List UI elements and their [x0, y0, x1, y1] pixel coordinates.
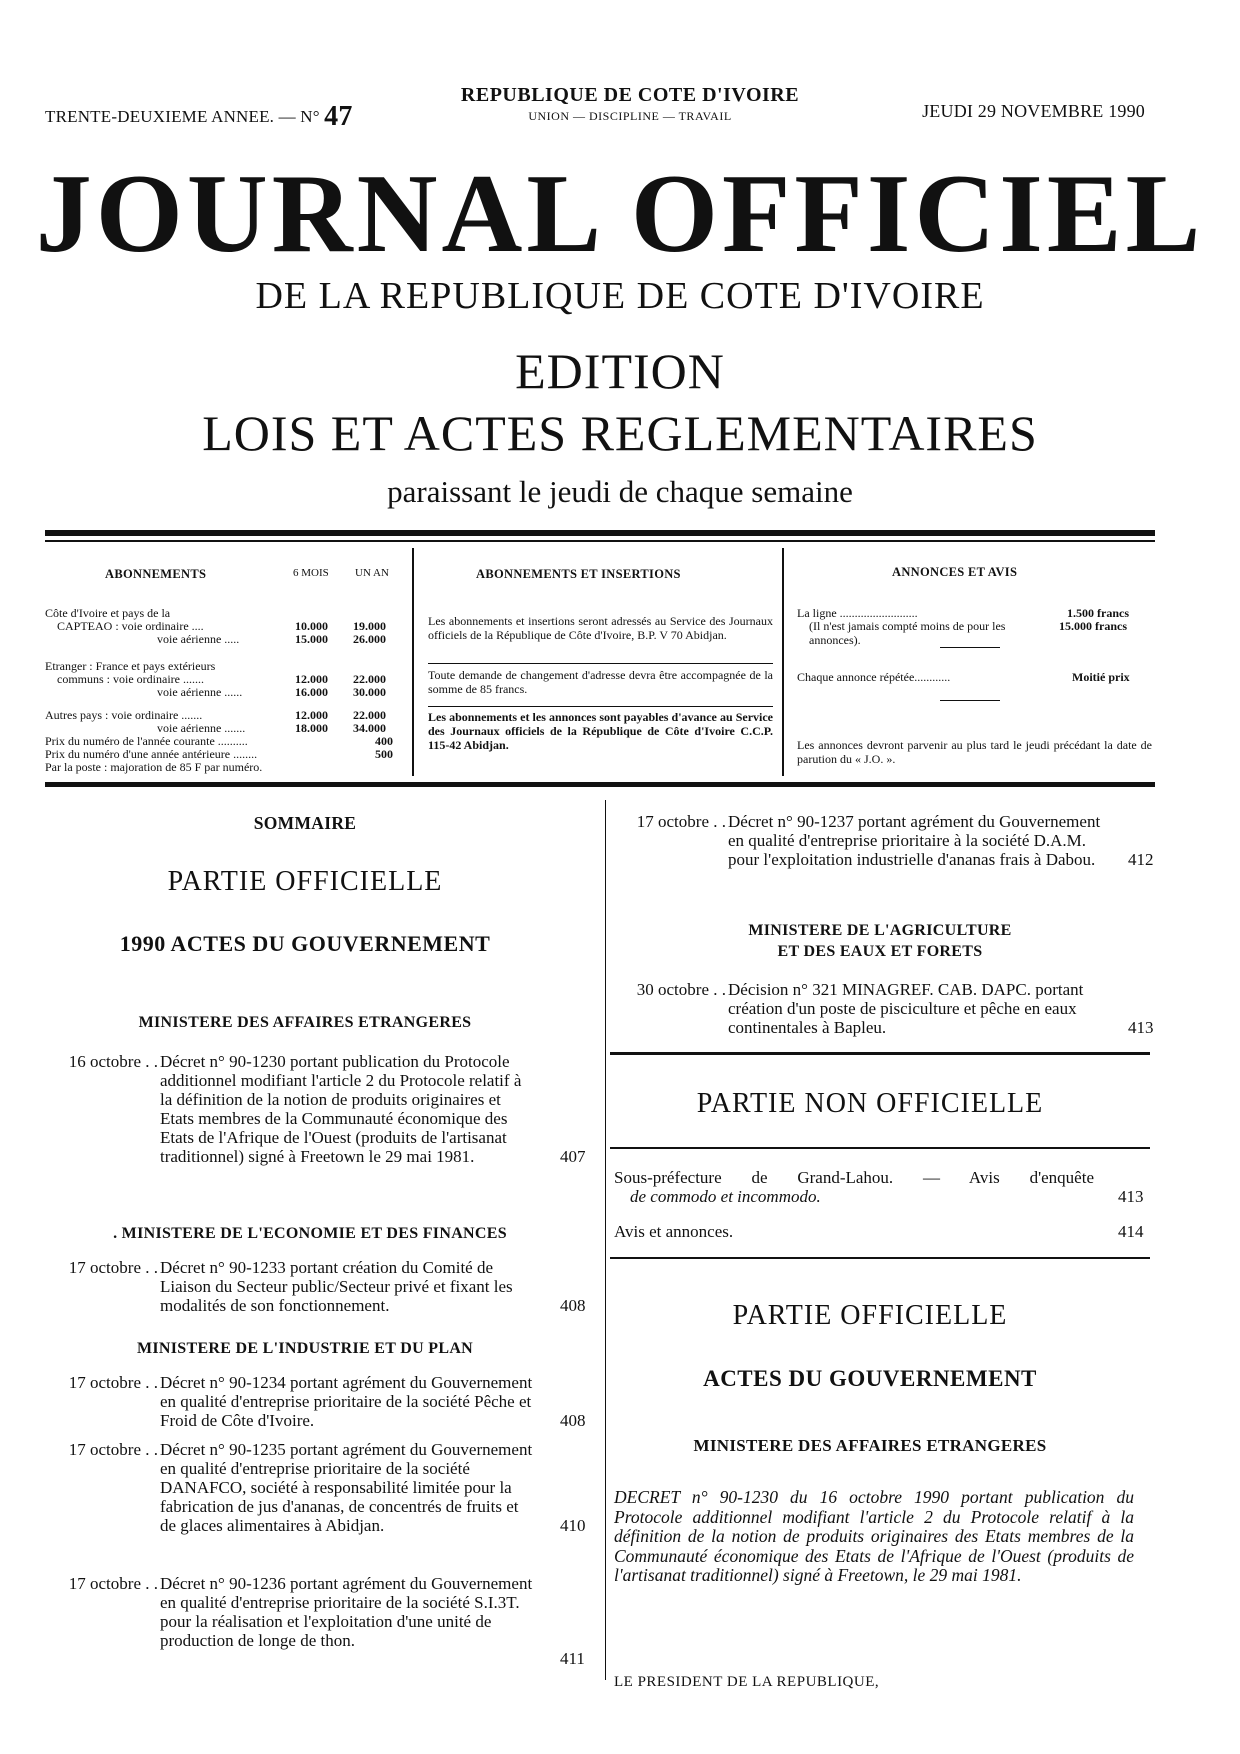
toc-entry-408b[interactable]: [68, 1373, 586, 1430]
toc-entry-page: 414: [1118, 1222, 1144, 1241]
toc-entry-italic: de commodo et incommodo.: [630, 1187, 821, 1206]
national-motto: UNION — DISCIPLINE — TRAVAIL: [528, 109, 732, 123]
box-divider-1: [412, 548, 414, 776]
insertions-address: Les abonnements et insertions seront adressés au Service des Journaux officiels de la République de Côte d'Ivoire, B.P. V 70 Abidjan.: [428, 614, 773, 642]
ci-ord-6m: 10.000: [295, 619, 328, 633]
min-industrie-heading: MINISTERE DE L'INDUSTRIE ET DU PLAN: [136, 1340, 474, 1357]
toc-entry-date: 16 octobre . .: [68, 1052, 158, 1071]
collection-title: LOIS ET ACTES REGLEMENTAIRES: [202, 405, 1038, 461]
masthead-subtitle: DE LA REPUBLIQUE DE COTE D'IVOIRE: [255, 275, 985, 317]
toc-entry-text: Sous-préfecture de Grand-Lahou. — Avis d'enquête: [614, 1168, 1094, 1187]
price-current-year-value: 400: [375, 734, 393, 748]
issue-number: 47: [324, 101, 353, 132]
col-1-year: UN AN: [355, 567, 389, 579]
ap-line2: voie aérienne .......: [157, 721, 246, 735]
postal-surcharge: Par la poste : majoration de 85 F par numéro.: [45, 760, 263, 774]
toc-entry-text: Décision n° 321 MINAGREF. CAB. DAPC. portant création d'un poste de pisciculture et pêche en eaux continentales à Bapleu.: [728, 980, 1084, 1037]
annonces-line-price: 1.500 francs: [1067, 606, 1129, 620]
toc-entry-page: 411: [560, 1649, 585, 1668]
right-rule-3: [610, 1257, 1150, 1259]
toc-entry-text: Décret n° 90-1235 portant agrément du Gouvernement en qualité d'entreprise prioritaire de la société DANAFCO, société à responsabilité limitée pour la fabrication de jus d'ananas, de concentrés de fruits et de glaces alimentaires à Abidjan.: [160, 1440, 533, 1535]
toc-entry-text: Avis et annonces.: [614, 1222, 734, 1241]
et-air-1y: 30.000: [353, 685, 386, 699]
body-partie-officielle: PARTIE OFFICIELLE: [732, 1300, 1008, 1331]
boxes-bottom-rule: [45, 782, 1155, 787]
toc-entry-date: 30 octobre . .: [636, 980, 726, 999]
price-previous-year: Prix du numéro d'une année antérieure ........: [45, 747, 258, 761]
toc-entry-date: 17 octobre . .: [68, 1258, 158, 1277]
decree-title: DECRET n° 90-1230 du 16 octobre 1990 portant publication du Protocole additionnel modifiant l'article 2 du Protocole relatif à la définition de la notion de produits originaires des Etats membres de la Communauté économique des Etats de l'Afrique de l'Ouest (produits de l'artisanat traditionnel) signé à Freetown, le 29 mai 1981.: [614, 1487, 1134, 1585]
min-agriculture-heading-2: ET DES EAUX ET FORETS: [777, 943, 983, 960]
toc-entry-page: 410: [560, 1516, 586, 1535]
body-actes-heading: ACTES DU GOUVERNEMENT: [703, 1366, 1037, 1391]
insertions-payment: Les abonnements et les annonces sont payables d'avance au Service des Journaux officiels de la République de Côte d'Ivoire C.C.P. 115-42 Abidjan.: [428, 710, 773, 752]
right-rule-1: [610, 1052, 1150, 1055]
annonces-minimum-note: (Il n'est jamais compté moins de pour les annonces).: [809, 619, 1006, 647]
toc-entry-page: 412: [1128, 850, 1154, 869]
annonces-line-label: La ligne ..........................: [797, 606, 918, 620]
annonces-dash-2: [940, 700, 1000, 701]
price-previous-year-value: 500: [375, 747, 393, 761]
president-line: LE PRESIDENT DE LA REPUBLIQUE,: [614, 1674, 880, 1690]
body-ministere-heading: MINISTERE DES AFFAIRES ETRANGERES: [693, 1436, 1047, 1455]
min-agriculture-heading-1: MINISTERE DE L'AGRICULTURE: [748, 922, 1012, 939]
toc-entry-date: 17 octobre . .: [68, 1373, 158, 1392]
et-line3: voie aérienne ......: [157, 685, 243, 699]
ci-line1: Côte d'Ivoire et pays de la: [45, 606, 171, 620]
issue-year-line: [45, 101, 353, 133]
min-affaires-heading: MINISTERE DES AFFAIRES ETRANGERES: [138, 1014, 472, 1031]
annonces-box: [797, 545, 1154, 775]
toc-entry-414[interactable]: [614, 1222, 1144, 1241]
ap-ord-6m: 12.000: [295, 708, 328, 722]
insertions-box: [428, 545, 773, 775]
toc-entry-text: Décret n° 90-1236 portant agrément du Gouvernement en qualité d'entreprise prioritaire de la société S.I.3T. pour la réalisation et l'exploitation d'une unité de production de longe de thon.: [160, 1574, 533, 1650]
top-rule-thin: [45, 540, 1155, 542]
toc-entry-text: Décret n° 90-1230 portant publication du Protocole additionnel modifiant l'article 2 du Protocole relatif à la définition de la notion de produits originaires et Etats membres de la Communauté économique des Etats de l'Afrique de l'Ouest (produits de l'artisanat traditionnel) signé à Freetown le 29 mai 1981.: [160, 1052, 522, 1166]
sommaire-actes-heading: 1990 ACTES DU GOUVERNEMENT: [119, 931, 491, 956]
annonces-repeat-price: Moitié prix: [1072, 670, 1130, 684]
insertions-title: ABONNEMENTS ET INSERTIONS: [476, 567, 681, 581]
republic-block: [430, 84, 830, 124]
subscriptions-title: ABONNEMENTS: [105, 567, 207, 581]
toc-entry-page: 408: [560, 1411, 586, 1430]
et-ord-1y: 22.000: [353, 672, 386, 686]
toc-entry-date: 17 octobre . .: [636, 812, 726, 831]
sommaire-title: SOMMAIRE: [253, 813, 357, 833]
edition-label: EDITION: [515, 343, 725, 399]
et-ord-6m: 12.000: [295, 672, 328, 686]
column-divider: [605, 800, 606, 1680]
toc-entry-page: 413: [1118, 1187, 1144, 1206]
ap-line1: Autres pays : voie ordinaire .......: [45, 708, 203, 722]
toc-entry-text: Décret n° 90-1234 portant agrément du Gouvernement en qualité d'entreprise prioritaire de la société Pêche et Froid de Côte d'Ivoire.: [160, 1373, 533, 1430]
ci-line3: voie aérienne .....: [157, 632, 240, 646]
ap-air-1y: 34.000: [353, 721, 386, 735]
top-rule-thick: [45, 530, 1155, 536]
publication-frequency: paraissant le jeudi de chaque semaine: [387, 474, 853, 509]
annonces-minimum-price: 15.000 francs: [1059, 619, 1127, 633]
sommaire-partie-officielle: PARTIE OFFICIELLE: [167, 866, 443, 897]
year-label: TRENTE-DEUXIEME ANNEE. — N°: [45, 107, 320, 126]
ci-air-1y: 26.000: [353, 632, 386, 646]
issue-date: JEUDI 29 NOVEMBRE 1990: [922, 101, 1145, 121]
ci-air-6m: 15.000: [295, 632, 328, 646]
republic-name: REPUBLIQUE DE COTE D'IVOIRE: [460, 84, 800, 106]
annonces-dash-1: [940, 647, 1000, 648]
min-economie-heading: . MINISTERE DE L'ECONOMIE ET DES FINANCES: [113, 1225, 507, 1242]
ap-air-6m: 18.000: [295, 721, 328, 735]
et-air-6m: 16.000: [295, 685, 328, 699]
ci-line2: CAPTEAO : voie ordinaire ....: [57, 619, 204, 633]
ci-ord-1y: 19.000: [353, 619, 386, 633]
annonces-deadline: Les annonces devront parvenir au plus tard le jeudi précédant la date de parution du « J.O. ».: [797, 738, 1152, 766]
toc-entry-text: Décret n° 90-1237 portant agrément du Gouvernement en qualité d'entreprise prioritaire à la société D.A.M. pour l'exploitation industrielle d'ananas frais à Dabou.: [728, 812, 1101, 869]
price-current-year: Prix du numéro de l'année courante ..........: [45, 734, 248, 748]
annonces-title: ANNONCES ET AVIS: [892, 565, 1018, 579]
subscriptions-box: [45, 545, 400, 775]
toc-entry-413b[interactable]: [614, 1168, 1144, 1206]
et-line2: communs : voie ordinaire .......: [57, 672, 204, 686]
toc-entry-408a[interactable]: [68, 1258, 586, 1315]
toc-entry-text: Décret n° 90-1233 portant création du Comité de Liaison du Secteur public/Secteur privé et fixant les modalités de son fonctionnement.: [160, 1258, 513, 1315]
col-6-months: 6 MOIS: [293, 567, 329, 579]
et-line1: Etranger : France et pays extérieurs: [45, 659, 216, 673]
annonces-repeat-label: Chaque annonce répétée............: [797, 670, 951, 684]
box-divider-2: [782, 548, 784, 776]
toc-entry-411[interactable]: [68, 1574, 585, 1668]
toc-entry-page: 408: [560, 1296, 586, 1315]
toc-entry-page: 413: [1128, 1018, 1154, 1037]
toc-entry-page: 407: [560, 1147, 586, 1166]
insertions-sep-1: [428, 663, 773, 664]
toc-entry-412[interactable]: [636, 812, 1154, 869]
right-rule-2: [610, 1147, 1150, 1149]
toc-entry-407[interactable]: [68, 1052, 586, 1166]
partie-non-officielle: PARTIE NON OFFICIELLE: [696, 1088, 1044, 1119]
toc-entry-413a[interactable]: [636, 980, 1154, 1037]
masthead-title: JOURNAL OFFICIEL: [35, 152, 1205, 276]
insertions-address-change: Toute demande de changement d'adresse devra être accompagnée de la somme de 85 francs.: [428, 668, 773, 696]
toc-entry-date: 17 octobre . .: [68, 1574, 158, 1593]
ap-ord-1y: 22.000: [353, 708, 386, 722]
toc-entry-410[interactable]: [68, 1440, 586, 1535]
toc-entry-date: 17 octobre . .: [68, 1440, 158, 1459]
insertions-sep-2: [428, 706, 773, 707]
